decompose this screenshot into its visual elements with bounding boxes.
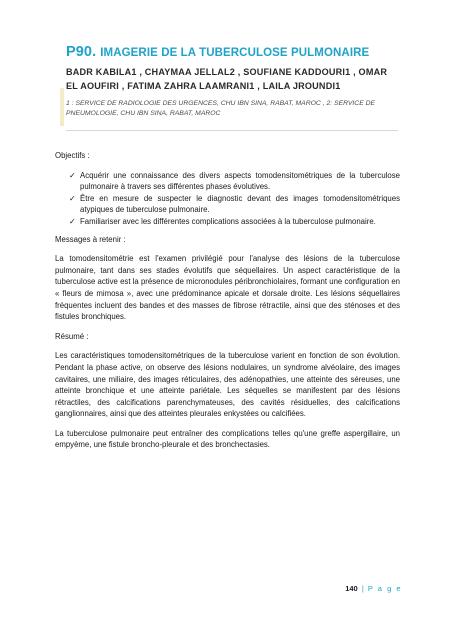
footer-separator: | (361, 584, 364, 593)
objectif-text: Être en mesure de suspecter le diagnostic devant des images tomodensitométriques atypiques de tuberculose pulmonaire. (80, 193, 400, 215)
article-title (66, 44, 406, 60)
objectif-text: Acquérir une connaissance des divers aspects tomodensitométriques de la tuberculose pulmonaire à travers ses différentes phases évolutives. (80, 170, 400, 192)
messages-heading: Messages à retenir : (55, 234, 126, 244)
check-icon: ✓ (69, 170, 76, 180)
check-icon: ✓ (69, 216, 76, 226)
page-footer (322, 584, 402, 593)
list-item (69, 193, 400, 216)
check-icon: ✓ (69, 193, 76, 203)
page-label: P a g e (367, 584, 402, 593)
objectifs-heading: Objectifs : (55, 151, 90, 160)
page-number: 140 (345, 584, 358, 593)
messages-paragraph: La tomodensitométrie est l'examen privilégié pour l'analyse des lésions de la tuberculose pulmonaire, tant dans ses stades évolutifs que séquellaires. Un aspect caractéristique de la tuberculose active est la présence de micronodules péribronchiolaires, formant une configuration en « fleurs de mimosa », avec une prédominance apicale et dorsale droite. Les lésions séquellaires fréquentes incluent des bandes et des masses de fibrose rétractile, ainsi que des sténoses et des fistules bronchiques. (55, 254, 400, 322)
list-item (69, 216, 400, 228)
resume-paragraph-1: Les caractéristiques tomodensitométriques de la tuberculose varient en fonction de son évolution. Pendant la phase active, on observe des lésions nodulaires, un syndrome alvéolaire, des images cavitaires, une miliaire, des images réticulaires, des adénopathies, une atteinte des séreuses, une atteinte bronchique et une atteinte pariétale. Les séquelles se manifestent par des lésions rétractiles, des calcifications parenchymateuses, des cavités résiduelles, des calcifications ganglionnaires, ainsi que des atteintes pleurales enkystées ou calcifiées. (55, 351, 400, 419)
header-divider (66, 130, 398, 131)
objectif-text: Familiariser avec les différentes complications associées à la tuberculose pulmonaire. (80, 216, 376, 226)
affiliation: 1 : SERVICE DE RADIOLOGIE DES URGENCES, CHU IBN SINA, RABAT, MAROC , 2: SERVICE DE PNEUMOLOGIE, CHU IBN SINA, RABAT, MAROC (66, 100, 376, 117)
objectifs-list (55, 170, 400, 228)
article-body (55, 150, 400, 459)
authors: BADR KABILA1 , CHAYMAA JELLAL2 , SOUFIANE KADDOURI1 , OMAR EL AOUFIRI , FATIMA ZAHRA LAAMRANI1 , LAILA JROUNDI1 (66, 67, 388, 91)
article-title-text: IMAGERIE DE LA TUBERCULOSE PULMONAIRE (100, 47, 370, 59)
resume-heading: Résumé : (55, 331, 89, 341)
header-accent-bar (60, 88, 64, 126)
list-item (69, 170, 400, 193)
resume-paragraph-2: La tuberculose pulmonaire peut entraîner des complications telles qu'une greffe aspergillaire, un empyème, une fistule broncho-pleurale et des bronchectasies. (55, 428, 400, 450)
article-code: P90. (66, 44, 97, 60)
